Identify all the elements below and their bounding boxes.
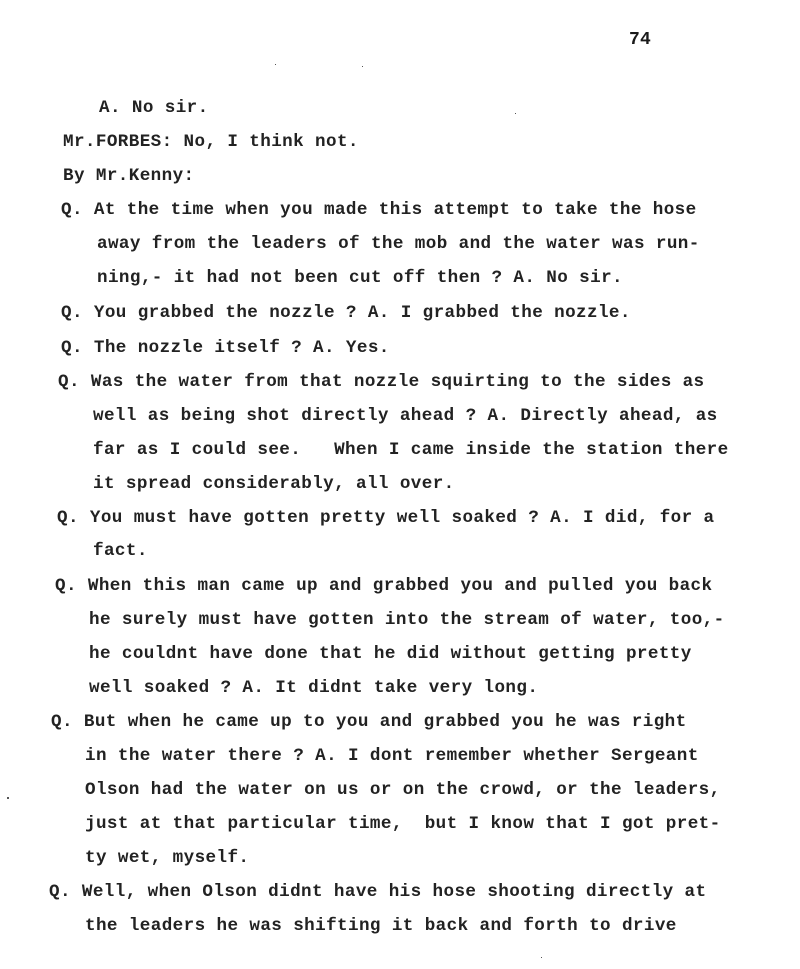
scan-speck	[7, 797, 9, 799]
transcript-line: Olson had the water on us or on the crowd, or the leaders,	[85, 780, 721, 800]
transcript-line: Q. Well, when Olson didnt have his hose shooting directly at	[49, 882, 707, 902]
transcript-line: Q. But when he came up to you and grabbed you he was right	[51, 712, 687, 732]
transcript-line: well soaked ? A. It didnt take very long.	[89, 678, 539, 698]
transcript-line: Q. At the time when you made this attempt to take the hose	[61, 200, 697, 220]
transcript-line: ty wet, myself.	[85, 848, 250, 868]
transcript-line: it spread considerably, all over.	[93, 474, 455, 494]
transcript-line: Q. The nozzle itself ? A. Yes.	[61, 338, 390, 358]
transcript-line: away from the leaders of the mob and the water was run-	[97, 234, 700, 254]
transcript-line: he couldnt have done that he did without getting pretty	[89, 644, 692, 664]
transcript-line: Q. Was the water from that nozzle squirting to the sides as	[58, 372, 705, 392]
transcript-line: just at that particular time, but I know that I got pret-	[85, 814, 721, 834]
transcript-line: Q. You must have gotten pretty well soaked ? A. I did, for a	[57, 508, 715, 528]
transcript-line: By Mr.Kenny:	[63, 166, 195, 186]
transcript-line: in the water there ? A. I dont remember whether Sergeant	[85, 746, 699, 766]
transcript-line: Mr.FORBES: No, I think not.	[63, 132, 359, 152]
transcript-line: fact.	[93, 541, 148, 561]
transcript-line: ning,- it had not been cut off then ? A. No sir.	[97, 268, 623, 288]
scan-speck	[541, 957, 542, 958]
transcript-line: he surely must have gotten into the stream of water, too,-	[89, 610, 725, 630]
scan-speck	[275, 64, 276, 65]
transcript-line: the leaders he was shifting it back and forth to drive	[85, 916, 677, 936]
page-number: 74	[629, 30, 652, 50]
transcript-line: Q. You grabbed the nozzle ? A. I grabbed the nozzle.	[61, 303, 631, 323]
transcript-line: far as I could see. When I came inside the station there	[93, 440, 729, 460]
transcript-line: well as being shot directly ahead ? A. Directly ahead, as	[93, 406, 718, 426]
scan-speck	[515, 113, 516, 114]
transcript-line: A. No sir.	[99, 98, 209, 118]
transcript-line: Q. When this man came up and grabbed you and pulled you back	[55, 576, 713, 596]
scan-speck	[362, 66, 363, 67]
